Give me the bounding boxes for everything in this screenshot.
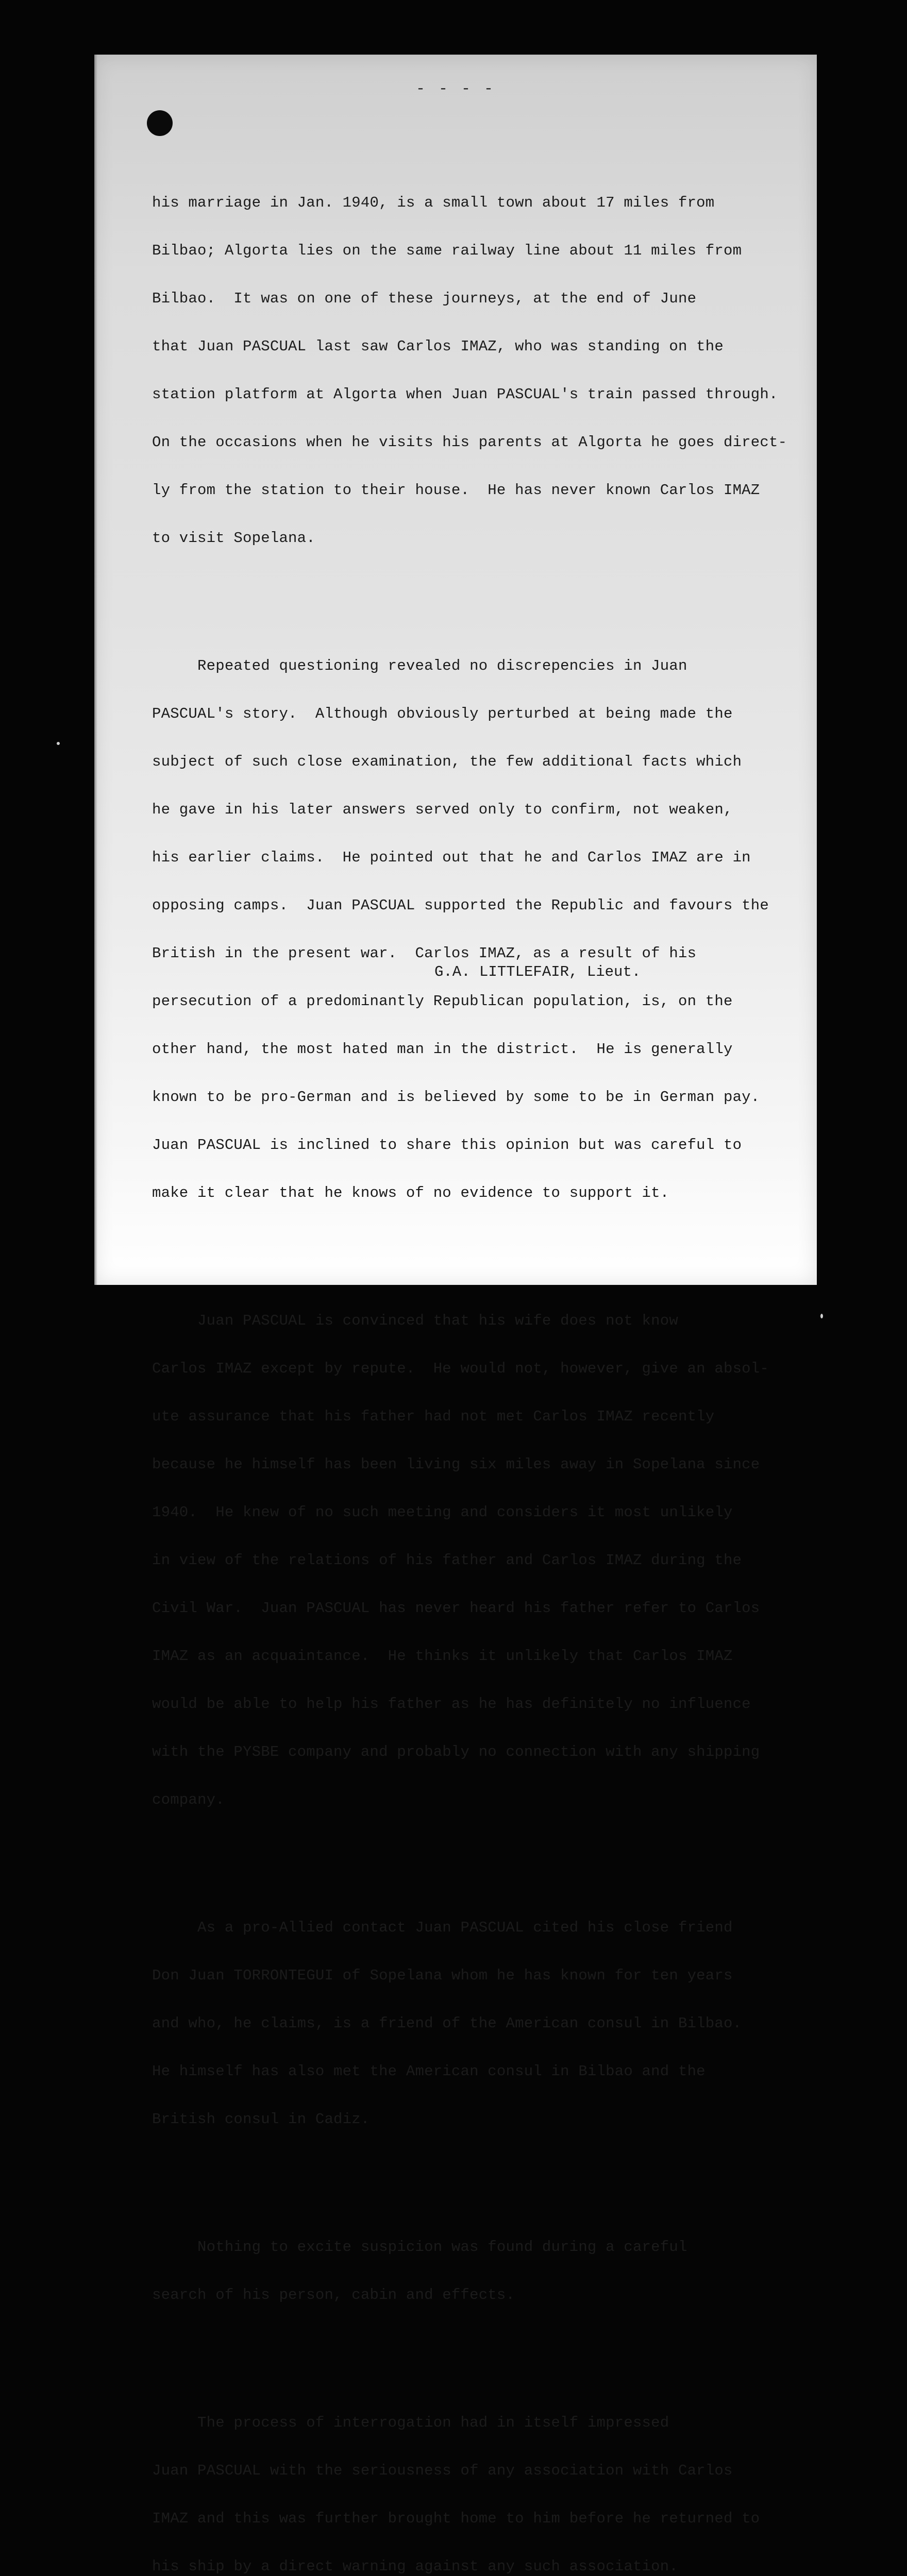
film-speck [57, 742, 60, 745]
page-number: - - - - [415, 80, 496, 98]
paragraph-5 [152, 2207, 817, 2335]
text-line: company. [152, 1791, 225, 1808]
text-line: other hand, the most hated man in the district. He is generally [152, 1041, 733, 1058]
text-line: his earlier claims. He pointed out that he and Carlos IMAZ are in [152, 849, 751, 866]
text-line: Bilbao. It was on one of these journeys, at the end of June [152, 290, 697, 307]
paragraph-2 [152, 626, 817, 1233]
text-line: his ship by a direct warning against any such association. [152, 2558, 678, 2575]
text-line: Bilbao; Algorta lies on the same railway line about 11 miles from [152, 242, 742, 259]
text-line: make it clear that he knows of no evidence to support it. [152, 1184, 669, 1201]
text-line: would be able to help his father as he has definitely no influence [152, 1696, 751, 1713]
text-line: that Juan PASCUAL last saw Carlos IMAZ, who was standing on the [152, 338, 724, 355]
text-line: PASCUAL's story. Although obviously perturbed at being made the [152, 705, 733, 722]
text-line: He himself has also met the American consul in Bilbao and the [152, 2063, 706, 2080]
text-line: Juan PASCUAL with the seriousness of any association with Carlos [152, 2462, 733, 2479]
text-line: British consul in Cadiz. [152, 2111, 370, 2128]
text-line: On the occasions when he visits his parents at Algorta he goes direct- [152, 434, 787, 451]
text-line: station platform at Algorta when Juan PASCUAL's train passed through. [152, 386, 778, 403]
text-line: in view of the relations of his father and Carlos IMAZ during the [152, 1552, 742, 1569]
text-line: to visit Sopelana. [152, 530, 315, 547]
paragraph-1 [152, 163, 817, 578]
text-line: IMAZ and this was further brought home to him before he returned to [152, 2510, 760, 2527]
text-line: and who, he claims, is a friend of the American consul in Bilbao. [152, 2015, 742, 2032]
page-edge [94, 55, 97, 1285]
signature-line: G.A. LITTLEFAIR, Lieut. [434, 963, 641, 980]
text-line: ly from the station to their house. He has never known Carlos IMAZ [152, 482, 760, 499]
film-speck [820, 1314, 823, 1318]
text-line: 1940. He knew of no such meeting and considers it most unlikely [152, 1504, 733, 1521]
text-line: Juan PASCUAL is inclined to share this opinion but was careful to [152, 1137, 742, 1154]
text-line: subject of such close examination, the few additional facts which [152, 753, 742, 770]
text-line: Carlos IMAZ except by repute. He would not, however, give an absol- [152, 1360, 769, 1377]
document-page [94, 55, 817, 2575]
text-line: he gave in his later answers served only to confirm, not weaken, [152, 801, 733, 818]
paragraph-4 [152, 1888, 817, 2159]
text-line: The process of interrogation had in itself impressed [152, 2414, 669, 2431]
text-line: Repeated questioning revealed no discrepencies in Juan [152, 657, 687, 674]
text-line: because he himself has been living six miles away in Sopelana since [152, 1456, 760, 1473]
text-line: known to be pro-German and is believed by some to be in German pay. [152, 1089, 760, 1106]
text-line: opposing camps. Juan PASCUAL supported the Republic and favours the [152, 897, 769, 914]
text-line: Don Juan TORRONTEGUI of Sopelana whom he has known for ten years [152, 1967, 733, 1984]
paragraph-3 [152, 1281, 817, 1840]
text-line: Civil War. Juan PASCUAL has never heard his father refer to Carlos [152, 1600, 760, 1617]
text-line: Nothing to excite suspicion was found during a careful [152, 2239, 687, 2256]
text-line: search of his person, cabin and effects. [152, 2286, 515, 2303]
paragraph-6 [152, 2383, 817, 2576]
text-line: ute assurance that his father had not met Carlos IMAZ recently [152, 1408, 715, 1425]
text-line: As a pro-Allied contact Juan PASCUAL cited his close friend [152, 1919, 733, 1936]
document-body [152, 131, 817, 2576]
text-line: Juan PASCUAL is convinced that his wife does not know [152, 1312, 678, 1329]
text-line: IMAZ as an acquaintance. He thinks it unlikely that Carlos IMAZ [152, 1648, 733, 1665]
text-line: with the PYSBE company and probably no connection with any shipping [152, 1743, 760, 1760]
text-line: persecution of a predominantly Republican population, is, on the [152, 993, 733, 1010]
text-line: his marriage in Jan. 1940, is a small town about 17 miles from [152, 194, 715, 211]
text-line: British in the present war. Carlos IMAZ, as a result of his [152, 945, 697, 962]
